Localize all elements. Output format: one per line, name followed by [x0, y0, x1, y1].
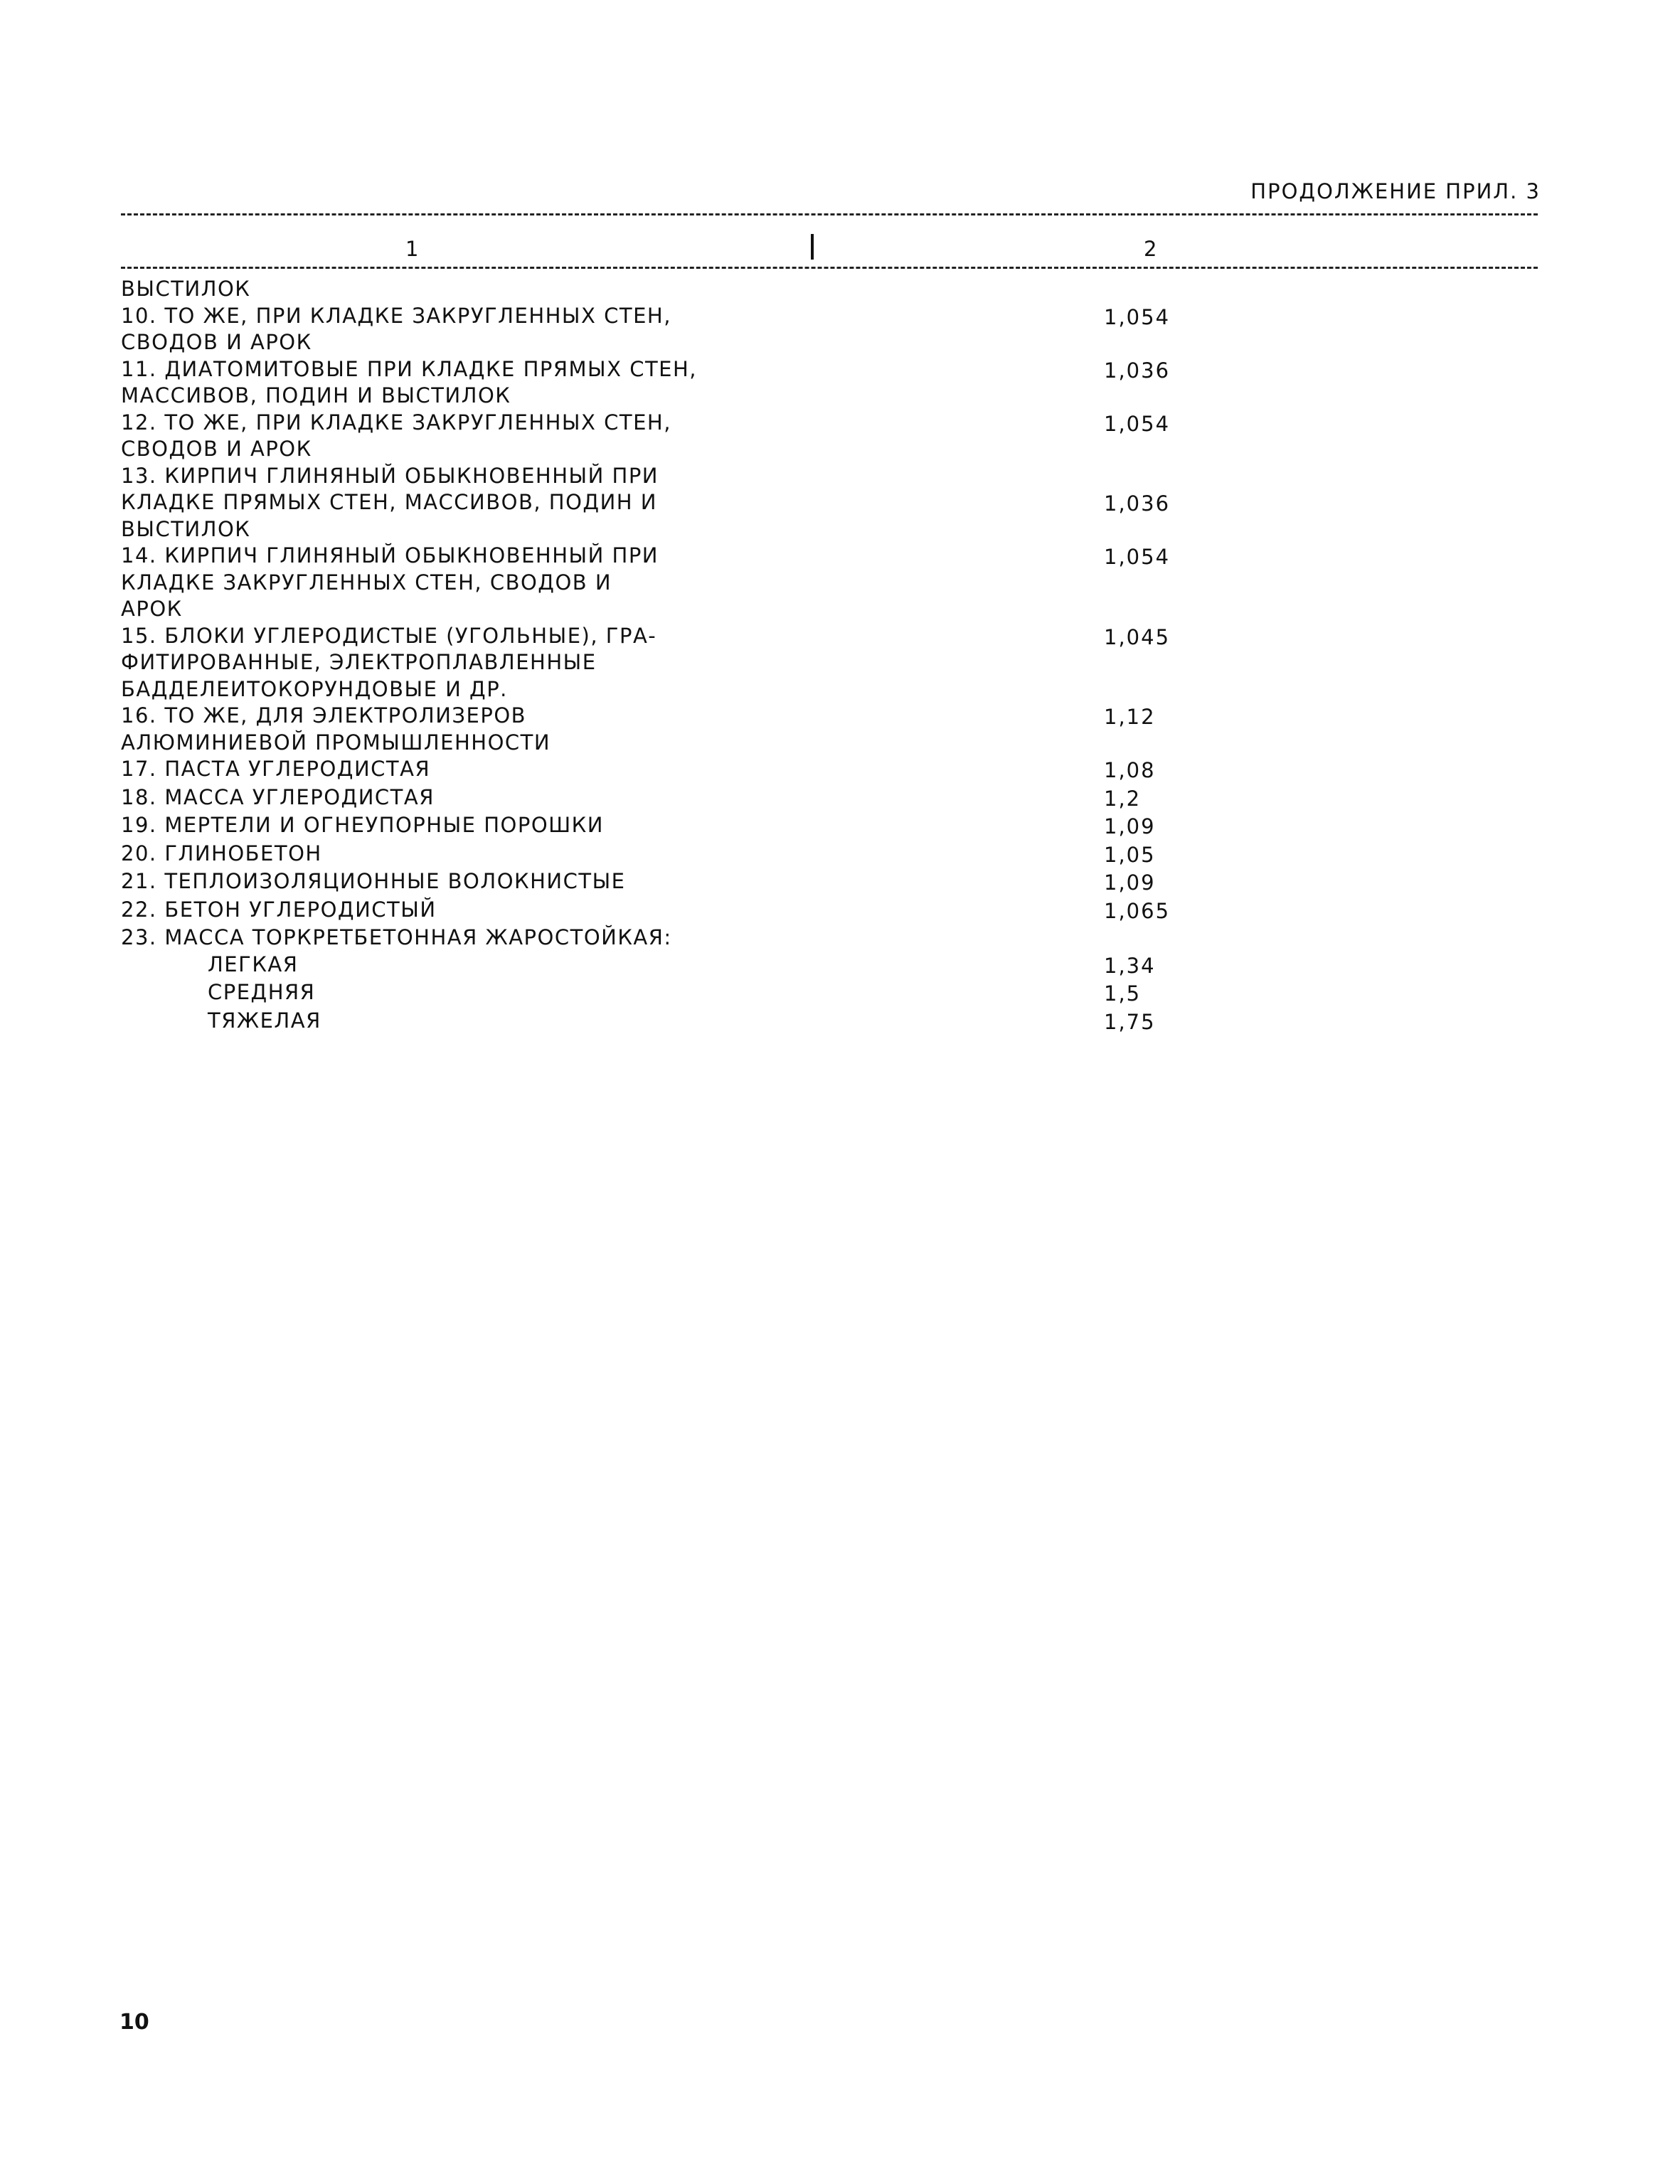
material-name-line: ФИТИРОВАННЫЕ, ЭЛЕКТРОПЛАВЛЕННЫЕ: [121, 650, 597, 674]
material-name-line: МАССИВОВ, ПОДИН И ВЫСТИЛОК: [121, 383, 511, 407]
table-row: [121, 952, 1538, 980]
table-row: [121, 543, 1538, 623]
continuation-label: ПРОДОЛЖЕНИЕ ПРИЛ. 3: [1250, 179, 1541, 203]
table-row: [121, 756, 1538, 784]
material-name-cell: [121, 841, 711, 868]
material-name-line: КЛАДКЕ ПРЯМЫХ СТЕН, МАССИВОВ, ПОДИН И: [121, 490, 657, 514]
table-body: [121, 276, 1538, 1035]
material-name-cell: [121, 303, 711, 356]
coefficient-value: 1,5: [1104, 981, 1142, 1006]
material-name-cell: [121, 623, 711, 703]
coefficient-value: 1,09: [1104, 870, 1156, 895]
material-name-cell: [121, 897, 711, 924]
material-name-line: 21. ТЕПЛОИЗОЛЯЦИОННЫЕ ВОЛОКНИСТЫЕ: [121, 869, 626, 893]
table-row: [121, 868, 1538, 897]
table-row: [121, 276, 1538, 303]
material-name-cell: [121, 812, 711, 839]
table-row: [121, 897, 1538, 925]
material-name-cell: [121, 1008, 711, 1035]
material-name-line: 13. КИРПИЧ ГЛИНЯНЫЙ ОБЫКНОВЕННЫЙ ПРИ: [121, 463, 659, 488]
coefficient-value: 1,036: [1104, 358, 1171, 383]
material-name-line: ЛЕГКАЯ: [208, 952, 299, 976]
table-row: [121, 703, 1538, 756]
material-name-line: АРОК: [121, 597, 183, 621]
table-header: [121, 215, 1538, 267]
coefficient-value: 1,036: [1104, 491, 1171, 516]
table-row: [121, 623, 1538, 703]
material-name-line: 23. МАССА ТОРКРЕТБЕТОННАЯ ЖАРОСТОЙКАЯ:: [121, 925, 672, 949]
material-name-cell: [121, 756, 711, 783]
material-name-line: 22. БЕТОН УГЛЕРОДИСТЫЙ: [121, 897, 437, 922]
material-name-cell: [121, 784, 711, 811]
page-number: 10: [119, 2010, 149, 2035]
coefficient-value: 1,054: [1104, 411, 1171, 436]
table-row: [121, 812, 1538, 841]
table-row: [121, 356, 1538, 410]
material-name-cell: [121, 979, 711, 1006]
coefficients-table: [121, 213, 1538, 1035]
coefficient-value: 1,05: [1104, 842, 1156, 867]
material-name-cell: [121, 543, 711, 623]
material-name-line: ВЫСТИЛОК: [121, 516, 251, 541]
material-name-cell: [121, 868, 711, 895]
material-name-line: 20. ГЛИНОБЕТОН: [121, 841, 322, 865]
material-name-line: ТЯЖЕЛАЯ: [208, 1008, 321, 1033]
material-name-line: 15. БЛОКИ УГЛЕРОДИСТЫЕ (УГОЛЬНЫЕ), ГРА-: [121, 623, 657, 648]
material-name-line: ВЫСТИЛОК: [121, 277, 251, 301]
material-name-line: БАДДЕЛЕИТОКОРУНДОВЫЕ И ДР.: [121, 676, 508, 701]
coefficient-value: 1,045: [1104, 624, 1171, 649]
material-name-line: СВОДОВ И АРОК: [121, 437, 312, 461]
coefficient-value: 1,75: [1104, 1009, 1156, 1034]
material-name-line: КЛАДКЕ ЗАКРУГЛЕННЫХ СТЕН, СВОДОВ И: [121, 570, 612, 595]
material-name-cell: [121, 463, 711, 543]
column-header-2: 2: [1144, 237, 1157, 261]
table-row: [121, 979, 1538, 1008]
coefficient-value: 1,34: [1104, 953, 1156, 978]
material-name-cell: [121, 703, 711, 756]
material-name-line: 16. ТО ЖЕ, ДЛЯ ЭЛЕКТРОЛИЗЕРОВ: [121, 703, 527, 728]
material-name-cell: [121, 925, 711, 952]
coefficient-value: 1,054: [1104, 304, 1171, 329]
table-header-rule: [121, 267, 1538, 269]
coefficient-value: 1,2: [1104, 786, 1142, 811]
material-name-line: СВОДОВ И АРОК: [121, 330, 312, 354]
coefficient-value: 1,054: [1104, 545, 1171, 569]
material-name-line: 14. КИРПИЧ ГЛИНЯНЫЙ ОБЫКНОВЕННЫЙ ПРИ: [121, 543, 659, 568]
material-name-line: АЛЮМИНИЕВОЙ ПРОМЫШЛЕННОСТИ: [121, 730, 551, 755]
material-name-line: 19. МЕРТЕЛИ И ОГНЕУПОРНЫЕ ПОРОШКИ: [121, 813, 604, 837]
material-name-line: 17. ПАСТА УГЛЕРОДИСТАЯ: [121, 757, 431, 781]
table-row: [121, 841, 1538, 869]
material-name-line: 10. ТО ЖЕ, ПРИ КЛАДКЕ ЗАКРУГЛЕННЫХ СТЕН,: [121, 303, 671, 328]
table-row: [121, 1008, 1538, 1036]
table-row: [121, 303, 1538, 356]
table-row: [121, 410, 1538, 463]
material-name-line: СРЕДНЯЯ: [208, 980, 316, 1004]
material-name-cell: [121, 952, 711, 979]
coefficient-value: 1,08: [1104, 758, 1156, 782]
table-row: [121, 925, 1538, 952]
coefficient-value: 1,065: [1104, 898, 1171, 923]
column-header-1: 1: [405, 237, 419, 261]
material-name-cell: [121, 410, 711, 463]
material-name-line: 12. ТО ЖЕ, ПРИ КЛАДКЕ ЗАКРУГЛЕННЫХ СТЕН,: [121, 410, 671, 435]
material-name-cell: [121, 356, 711, 410]
material-name-cell: [121, 276, 711, 303]
table-row: [121, 463, 1538, 543]
material-name-line: 11. ДИАТОМИТОВЫЕ ПРИ КЛАДКЕ ПРЯМЫХ СТЕН,: [121, 356, 698, 381]
material-name-line: 18. МАССА УГЛЕРОДИСТАЯ: [121, 784, 435, 809]
column-separator: [811, 234, 814, 260]
coefficient-value: 1,09: [1104, 814, 1156, 838]
table-row: [121, 784, 1538, 813]
coefficient-value: 1,12: [1104, 705, 1156, 729]
